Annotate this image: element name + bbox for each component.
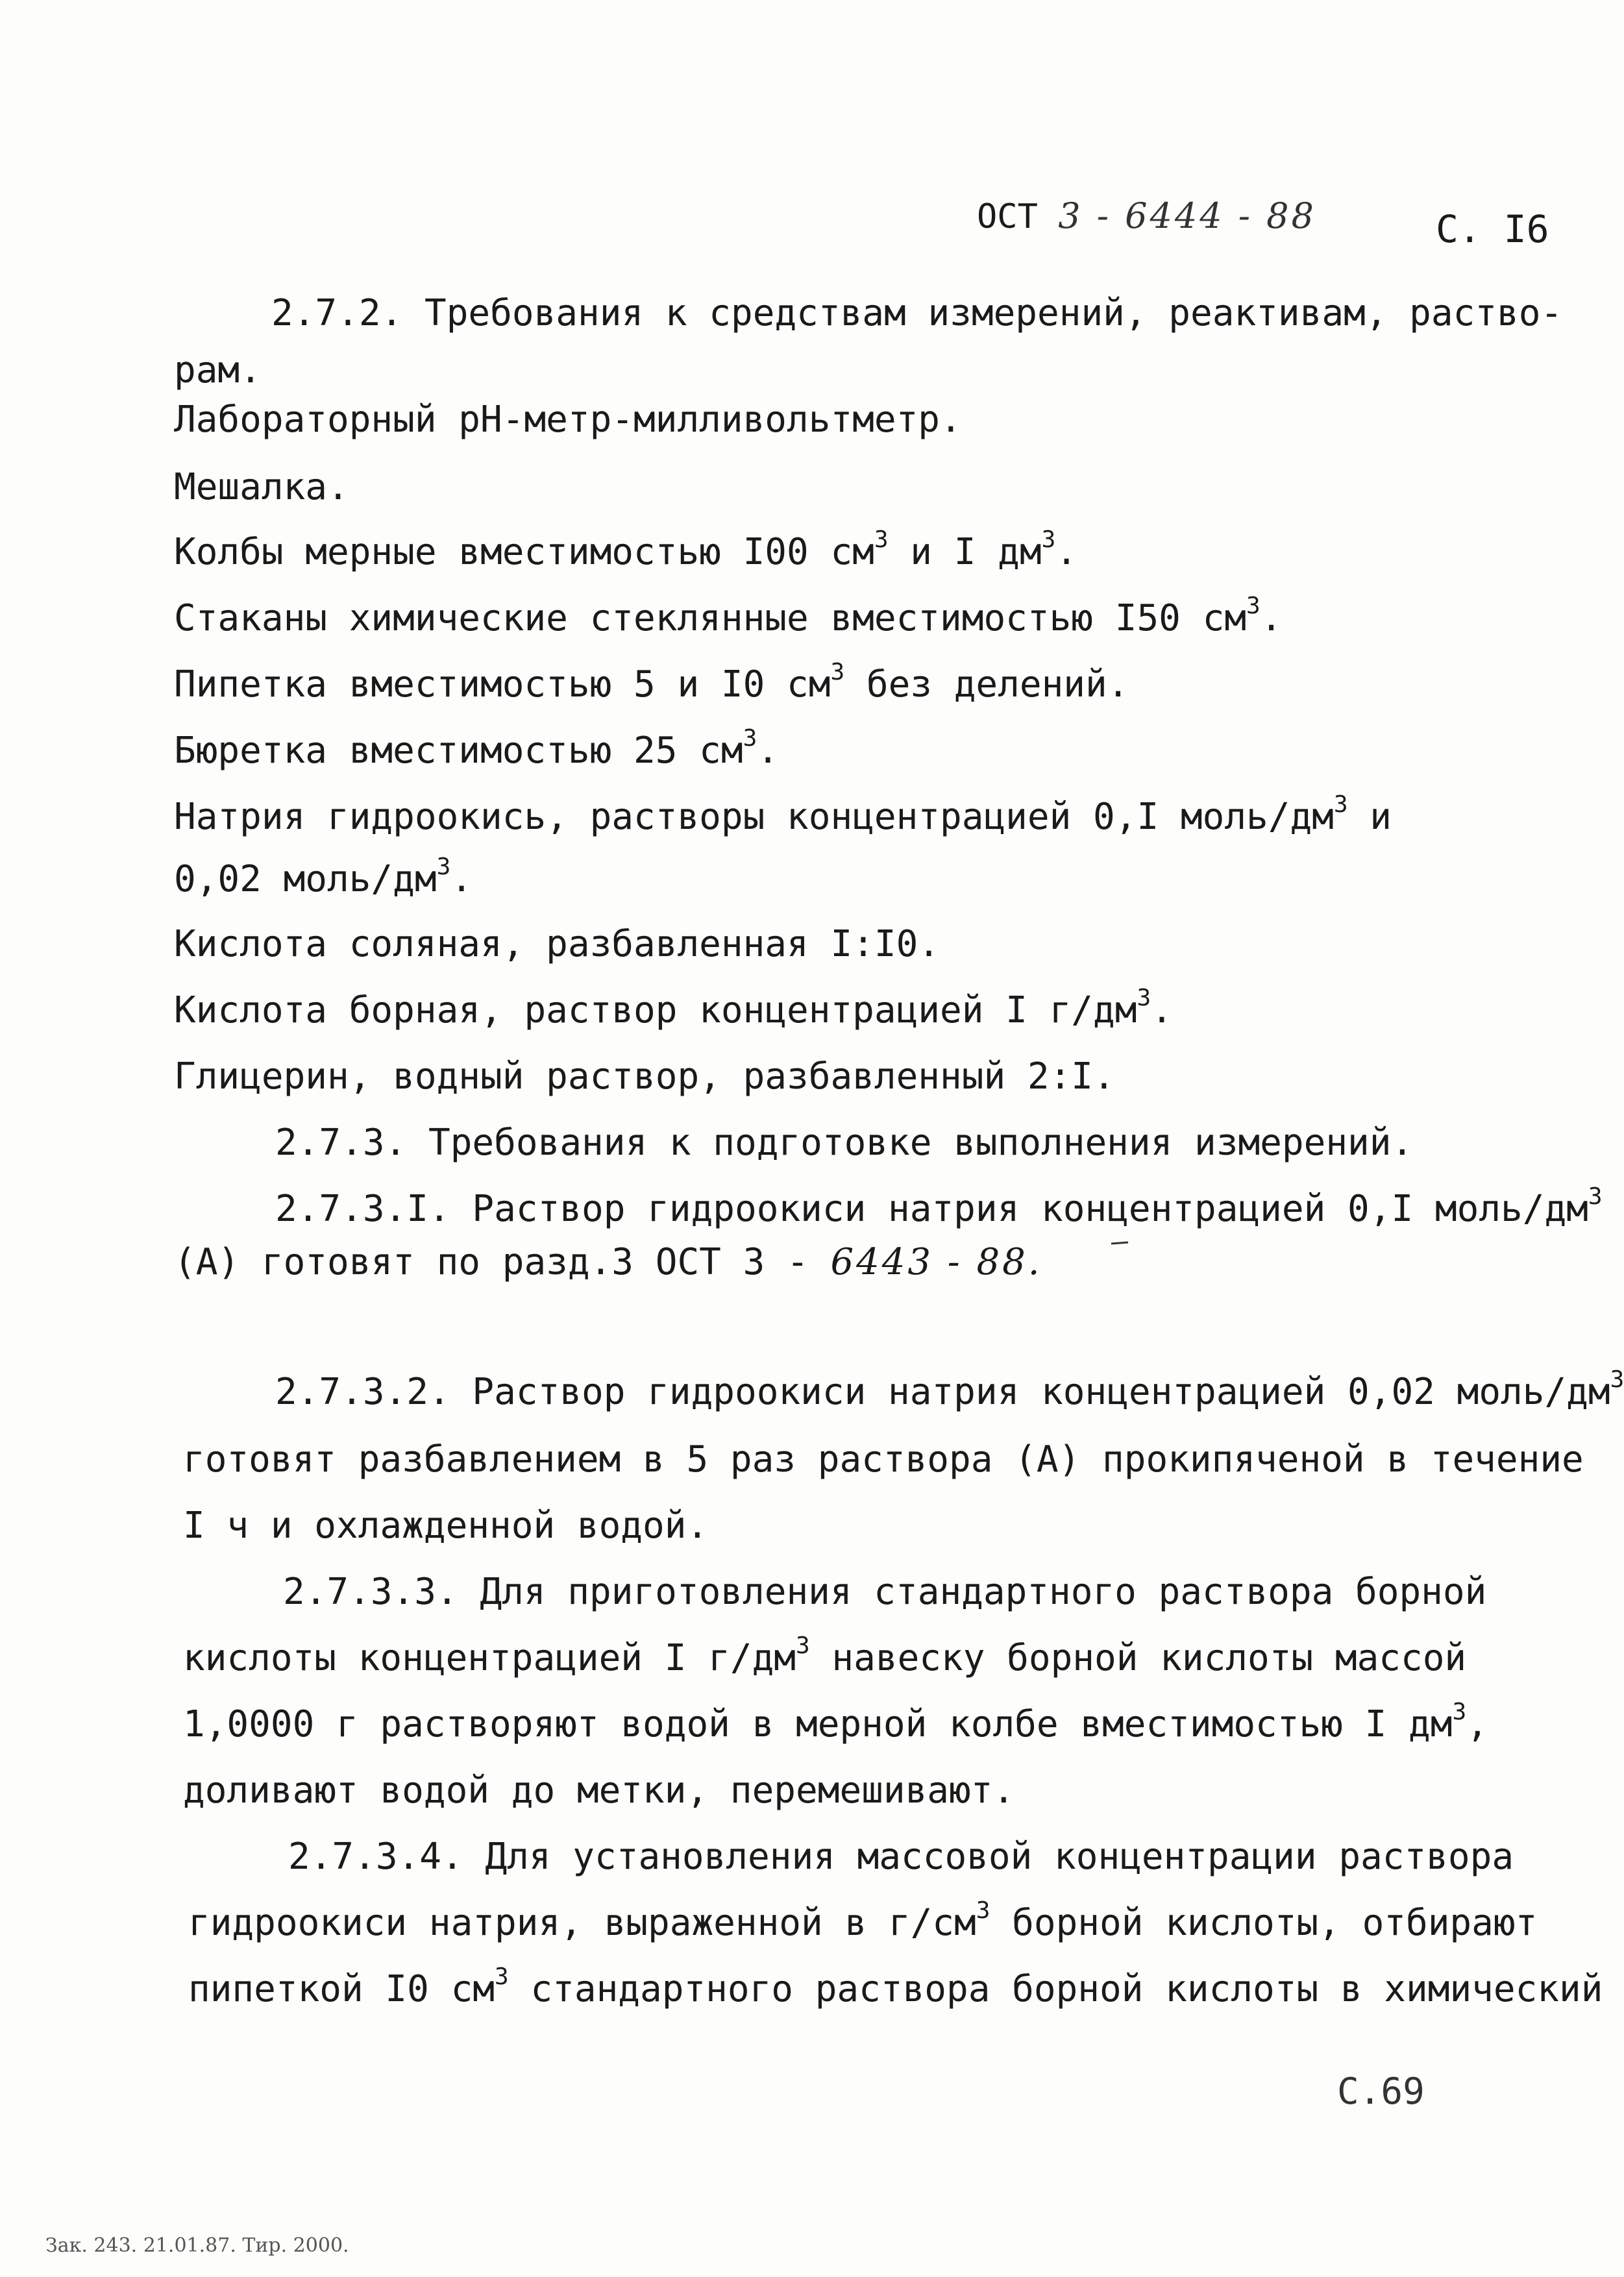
equipment-stirrer: Мешалка.: [174, 466, 349, 508]
section-2-7-3-2-line-3: I ч и охлажденной водой.: [183, 1505, 709, 1547]
equipment-burette: Бюретка вместимостью 25 $см^3$.: [174, 725, 779, 772]
section-2-7-3-3-line-3: 1,0000 г растворяют водой в мерной колбе вместимостью I $дм^3$,: [183, 1699, 1488, 1745]
document-code-handwritten-number: 3 - 6444 - 88: [1058, 195, 1316, 236]
section-2-7-3-3-text: 2.7.3.3. Для приготовления стандартного раствора борной: [283, 1571, 1487, 1613]
reagent-sodium-hydroxide: Натрия гидроокись, растворы концентрацией 0,I моль/$дм^3$ и: [174, 791, 1392, 838]
equipment-pipette: Пипетка вместимостью 5 и I0 $см^3$ без делений.: [174, 659, 1129, 706]
reagent-boric-acid: Кислота борная, раствор концентрацией I $г/дм^3$.: [174, 985, 1173, 1031]
document-code-prefix: ОСТ: [977, 197, 1038, 236]
equipment-ph-meter: Лабораторный рН-метр-милливольтметр.: [174, 399, 962, 441]
section-2-7-3-4-line-3: пипеткой I0 $см^3$ стандартного раствора борной кислоты в химический: [188, 1963, 1603, 2010]
section-2-7-3-1-continuation: (А) готовят по разд.3 ОСТ 3 - 6443 - 88.: [174, 1241, 1042, 1283]
ink-mark-icon: [1110, 1240, 1129, 1246]
section-2-7-3-3-line-4: доливают водой до метки, перемешивают.: [183, 1769, 1015, 1812]
page-number-bottom: С.69: [1337, 2071, 1425, 2113]
reagent-glycerin: Глицерин, водный раствор, разбавленный 2:I.: [174, 1055, 1115, 1098]
section-2-7-3-2-line-2: готовят разбавлением в 5 раз раствора (А) прокипяченой в течение: [183, 1438, 1584, 1481]
section-2-7-2-heading-continuation: рам.: [174, 349, 262, 391]
page-number-top: С. I6: [1436, 207, 1549, 251]
equipment-volumetric-flasks: Колбы мерные вместимостью I00 $см^3$ и I $дм^3$.: [174, 526, 1077, 573]
section-2-7-3-4-text: 2.7.3.4. Для установления массовой концентрации раствора: [288, 1836, 1514, 1878]
section-2-7-3-2-text: 2.7.3.2. Раствор гидроокиси натрия концентрацией 0,02 моль/$дм^3$: [275, 1366, 1624, 1413]
section-2-7-3-heading: 2.7.3. Требования к подготовке выполнения измерений.: [275, 1122, 1414, 1164]
handwritten-document-number: 6443 - 88.: [830, 1241, 1042, 1283]
print-order-info: Зак. 243. 21.01.87. Тир. 2000.: [45, 2234, 349, 2257]
section-2-7-2-heading: 2.7.2. Требования к средствам измерений, реактивам, раство-: [271, 292, 1563, 334]
section-2-7-3-3-line-2: кислоты концентрацией I $г/дм^3$ навеску борной кислоты массой: [183, 1632, 1467, 1679]
section-2-7-3-4-line-2: гидроокиси натрия, выраженной в $г/см^3$ борной кислоты, отбирают: [188, 1897, 1538, 1944]
document-code: [977, 193, 1316, 240]
reagent-hydrochloric-acid: Кислота соляная, разбавленная I:I0.: [174, 923, 941, 965]
equipment-glass-beakers: Стаканы химические стеклянные вместимостью I50 $см^3$.: [174, 593, 1283, 639]
reagent-sodium-hydroxide-continuation: 0,02 моль/$дм^3$.: [174, 854, 473, 900]
section-2-7-3-1-text: 2.7.3.I. Раствор гидроокиси натрия концентрацией 0,I моль/$дм^3$: [275, 1183, 1603, 1230]
